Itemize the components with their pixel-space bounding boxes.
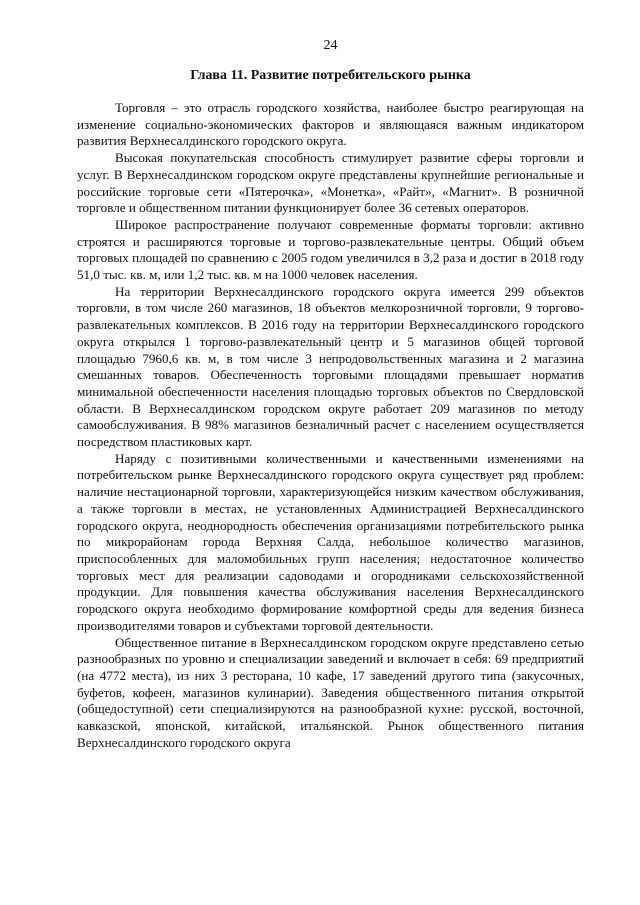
chapter-title: Глава 11. Развитие потребительского рынка — [190, 68, 471, 83]
paragraph-public-catering: Общественное питание в Верхнесалдинском городском округе представлено сетью разнообразных по уровню и специализации заведений и включает в себя: 69 предприятий (на 4772 места), из них 3 ресторана, 10 кафе, 17 заведений другого типа (закусочных, буфетов, кофеен, магазинов кулинарии). Заведения общественного питания открытой (общедоступной) сети специализируются на разнообразной кухне: русской, восточной, кавказской, японской, китайской, итальянской. Рынок общественного питания Верхнесалдинского городского округа — [77, 634, 584, 750]
paragraph-trade-intro: Торговля – это отрасль городского хозяйства, наиболее быстро реагирующая на изменение социально-экономических факторов и являющаяся важным индикатором развития Верхнесалдинского городского округа. — [77, 100, 584, 149]
paragraph-trade-objects: На территории Верхнесалдинского городского округа имеется 299 объектов торговли, в том числе 260 магазинов, 18 объектов мелкорозничной торговли, 9 торгово-развлекательных комплексов. В 2016 году на территории Верхнесалдинского городского округа открылся 1 торгово-развлекательный центр и 5 магазинов общей торговой площадью 7960,6 кв. м, в том числе 3 непродовольственных магазина и 2 магазина смешанных товаров. Обеспеченность торговыми площадями превышает норматив минимальной обеспеченности населения площадью торговых объектов по Свердловской области. В Верхнесалдинском городском округе работает 209 магазинов по методу самообслуживания. В 98% магазинов безналичный расчет с населением осуществляется посредством пластиковых карт. — [77, 283, 584, 450]
paragraph-modern-formats: Широкое распространение получают современные форматы торговли: активно строятся и расширяются торговые и торгово-развлекательные центры. Общий объем торговых площадей по сравнению с 2005 годом увеличился в 3,2 раза и достиг в 2018 году 51,0 тыс. кв. м, или 1,2 тыс. кв. м на 1000 человек населения. — [77, 216, 584, 283]
paragraph-retail-chains: Высокая покупательская способность стимулирует развитие сферы торговли и услуг. В Верхнесалдинском городском округе представлены крупнейшие региональные и российские торговые сети «Пятерочка», «Монетка», «Райт», «Магнит». В розничной торговле и общественном питании функционирует более 36 сетевых операторов. — [77, 150, 584, 216]
paragraph-market-problems: Наряду с позитивными количественными и качественными изменениями на потребительском рынке Верхнесалдинского городского округа существует ряд проблем: наличие нестационарной торговли, характеризующейся низким качеством обслуживания, а также торговли в местах, не установленных Администрацией Верхнесалдинского городского округа, неоднородность обеспечения организациями потребительского рынка по микрорайонам города Верхняя Салда, небольшое количество магазинов, приспособленных для маломобильных групп населения; недостаточное количество торговых мест для реализации садоводами и огородниками сельскохозяйственной продукции. Для повышения качества обслуживания населения Верхнесалдинского городского округа необходимо формирование комфортной среды для ведения бизнеса производителями товаров и субъектами торговой деятельности. — [77, 450, 584, 633]
page-number: 24 — [323, 38, 338, 53]
